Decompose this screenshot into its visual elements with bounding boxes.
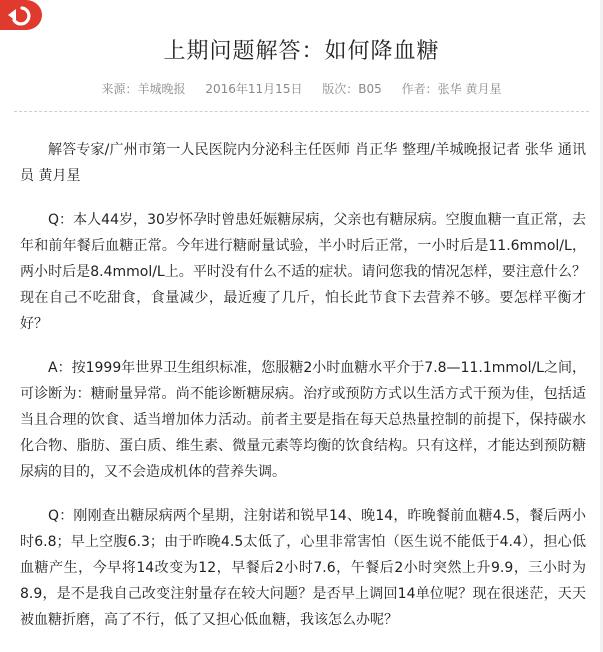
header-divider (14, 111, 589, 112)
back-button[interactable] (0, 0, 42, 30)
article-meta (0, 80, 603, 97)
article-title: 上期问题解答：如何降血糖 (163, 39, 440, 64)
back-arrow-icon (0, 0, 42, 30)
page-label: 版次：B05 (322, 82, 382, 96)
paragraph-question-2: Q：刚刚查出糖尿病两个星期，注射诺和锐早14、晚14，昨晚餐前血糖4.5，餐后两小时6.8；早上空腹6.3；由于昨晚4.5太低了，心里非常害怕（医生说不能低于4.4），担心低血糖产生，今早将14改变为12，早餐后2小时7.6，午餐后2小时突然上升9.9，三小时为8.9，是不是我自己改变注射量存在较大问题？是否早上调回14单位呢？现在很迷茫，天天被血糖折磨，高了不行，低了又担心低血糖，我该怎么办呢？ (20, 508, 586, 628)
paragraph-question-1: Q：本人44岁，30岁怀孕时曾患妊娠糖尿病，父亲也有糖尿病。空腹血糖一直正常，去年和前年餐后血糖正常。今年进行糖耐量试验，半小时后正常，一小时后是11.6mmol/L，两小时后是8.4mmol/L上。平时没有什么不适的症状。请问您我的情况怎样，要注意什么？现在自己不吃甜食，食量减少，最近瘦了几斤，怕长此节食下去营养不够。要怎样平衡才好？ (20, 212, 586, 332)
paragraph-credits: 解答专家/广州市第一人民医院内分泌科主任医师 肖正华 整理/羊城晚报记者 张华 通讯员 黄月星 (20, 142, 586, 184)
author-label: 作者：张华 黄月星 (401, 82, 502, 96)
article-body (20, 137, 586, 651)
source-label: 来源：羊城晚报 (101, 82, 186, 96)
date-label: 2016年11月15日 (205, 82, 303, 96)
paragraph-answer-1: A：按1999年世界卫生组织标准，您服糖2小时血糖水平介于7.8—11.1mmol/L之间，可诊断为：糖耐量异常。尚不能诊断糖尿病。治疗或预防方式以生活方式干预为佳，包括适当且合理的饮食、适当增加体力活动。前者主要是指在每天总热量控制的前提下，保持碳水化合物、脂肪、蛋白质、维生素、微量元素等均衡的饮食结构。只有这样，才能达到预防糖尿病的目的，又不会造成机体的营养失调。 (20, 360, 586, 480)
